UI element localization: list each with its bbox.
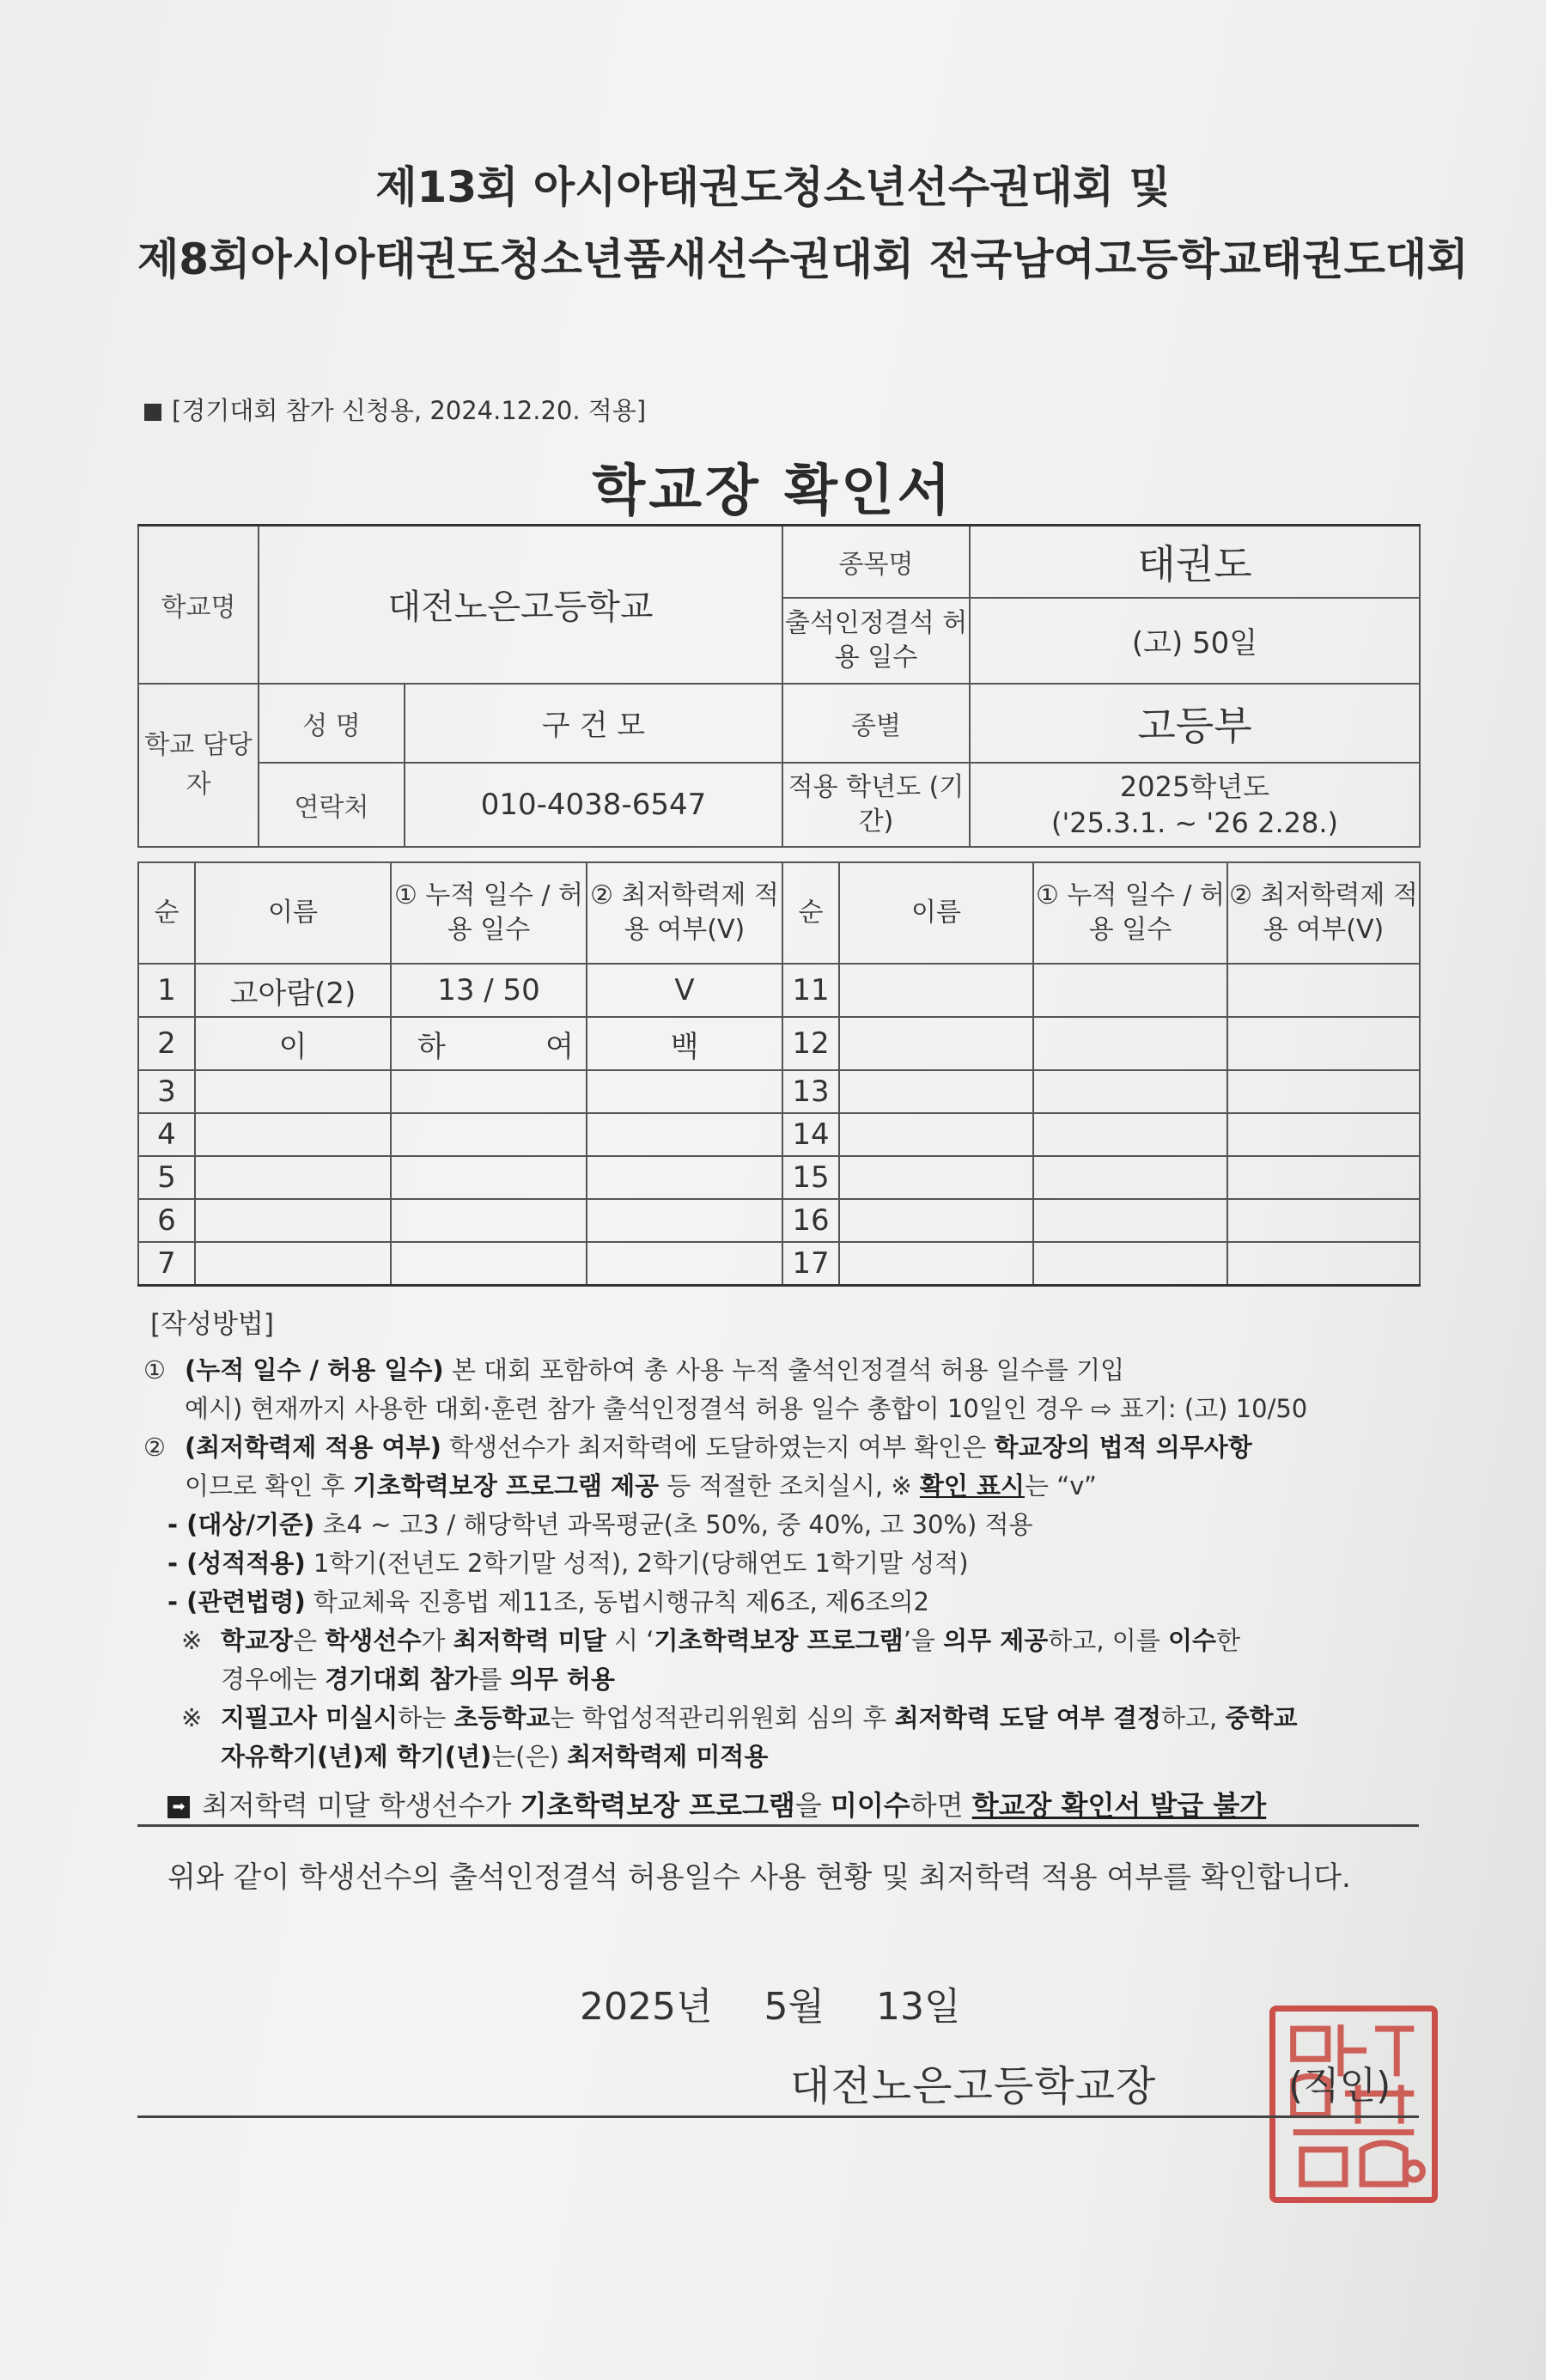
row-min-2 [1227, 1113, 1420, 1156]
date-day: 13일 [875, 1985, 961, 2029]
row-name: 이 [195, 1017, 391, 1070]
row-min: V [587, 964, 782, 1017]
note-2-line2-c: 최저학력제 미적용 [567, 1742, 769, 1771]
item-2-text-e: 등 적절한 조치실시, ※ [659, 1471, 920, 1500]
confirmation-statement: 위와 같이 학생선수의 출석인정결석 허용일수 사용 현황 및 최저학력 적용 여부를 확인합니다. [167, 1860, 1351, 1895]
row-min-2 [1227, 964, 1420, 1017]
year-period: ('25.3.1. ~ '26 2.28.) [1051, 806, 1338, 839]
name-value: 구 건 모 [405, 684, 782, 763]
table-row [138, 1156, 1420, 1199]
row-days-2 [1033, 1156, 1227, 1199]
criteria-label: - (대상/기준) [167, 1510, 315, 1539]
row-days-part-1: 하 [417, 1029, 446, 1064]
category-value: 고등부 [970, 684, 1420, 763]
item-2-title: (최저학력제 적용 여부) [185, 1433, 441, 1462]
row-seq-2: 11 [782, 964, 839, 1017]
form-note-text: [경기대회 참가 신청용, 2024.12.20. 적용] [172, 396, 647, 425]
table-row [138, 1199, 1420, 1242]
note-1-c: 학생선수 [325, 1626, 422, 1655]
item-2-text-g: 는 “v” [1025, 1471, 1097, 1500]
instructions-heading: [작성방법] [150, 1309, 274, 1340]
date-month: 5월 [764, 1985, 825, 2029]
row-days-2 [1033, 1017, 1227, 1070]
note-2-g: 하고, [1161, 1703, 1226, 1732]
row-seq: 4 [138, 1113, 195, 1156]
row-name: 고아람(2) [195, 964, 391, 1017]
item-2-bold-b: 학교장의 법적 의무사항 [994, 1433, 1252, 1462]
table-row [138, 1113, 1420, 1156]
manager-label: 학교 담당자 [138, 684, 259, 847]
header-seq: 순 [138, 862, 195, 964]
final-warning [150, 1787, 1430, 1825]
note-2 [150, 1699, 1430, 1776]
final-f: 하면 [910, 1789, 972, 1822]
grades-text: 1학기(전년도 2학기말 성적), 2학기(당해연도 1학기말 성적) [305, 1549, 969, 1578]
final-b: 가 [484, 1789, 520, 1822]
law-text: 학교체육 진흥법 제11조, 동법시행규칙 제6조, 제6조의2 [305, 1587, 929, 1616]
table-row [138, 1070, 1420, 1113]
student-roster-table [137, 861, 1421, 1287]
event-value: 태권도 [970, 526, 1420, 598]
table-row [138, 1242, 1420, 1285]
final-c: 기초학력보장 프로그램 [520, 1789, 795, 1822]
row-days-2 [1033, 1242, 1227, 1285]
row-min [587, 1113, 782, 1156]
divider-top [137, 1824, 1419, 1827]
row-name [195, 1070, 391, 1113]
note-1-h: ’을 [903, 1626, 944, 1655]
row-seq: 6 [138, 1199, 195, 1242]
row-seq-2: 13 [782, 1070, 839, 1113]
item-2-number: ② [143, 1433, 166, 1462]
note-1-d: 가 [421, 1626, 453, 1655]
header-seq-2: 순 [782, 862, 839, 964]
row-days [391, 1156, 587, 1199]
issue-date [580, 1975, 1012, 2030]
row-seq: 5 [138, 1156, 195, 1199]
writing-instructions [143, 1306, 1430, 1825]
note-1-line2-b: 경기대회 참가 [325, 1665, 478, 1694]
header-name: 이름 [195, 862, 391, 964]
row-seq: 7 [138, 1242, 195, 1285]
note-1-l: 한 [1216, 1626, 1241, 1655]
item-1-title: (누적 일수 / 허용 일수) [185, 1355, 444, 1385]
law-label: - (관련법령) [167, 1587, 306, 1616]
row-seq-2: 15 [782, 1156, 839, 1199]
arrow-box-icon: ➡ [167, 1796, 190, 1818]
row-seq-2: 12 [782, 1017, 839, 1070]
title-line-1: 제13회 아시아태권도청소년선수권대회 및 [375, 162, 1171, 212]
row-seq-2: 14 [782, 1113, 839, 1156]
row-name [195, 1156, 391, 1199]
year-label: 적용 학년도 (기간) [782, 763, 970, 847]
row-min-2 [1227, 1017, 1420, 1070]
row-days [391, 1017, 587, 1070]
row-name [195, 1113, 391, 1156]
date-year: 2025년 [580, 1985, 713, 2029]
table-row [138, 964, 1420, 1017]
note-1-i: 의무 제공 [943, 1626, 1049, 1655]
note-1-line2-c: 를 [478, 1665, 510, 1694]
row-days-2 [1033, 1199, 1227, 1242]
row-min-2 [1227, 1156, 1420, 1199]
note-2-line2-a: 자유학기(년)제 학기(년) [221, 1742, 492, 1771]
row-min: 백 [587, 1017, 782, 1070]
document-title: 학교장 확인서 [592, 460, 954, 523]
row-min [587, 1199, 782, 1242]
grades-label: - (성적적용) [167, 1549, 306, 1578]
law-line [150, 1583, 1430, 1622]
row-min [587, 1156, 782, 1199]
note-2-a: 지필고사 미실시 [221, 1703, 399, 1732]
row-name-2 [839, 1070, 1033, 1113]
header-min-2: ② 최저학력제 적용 여부(V) [1227, 862, 1420, 964]
row-seq-2: 16 [782, 1199, 839, 1242]
principal-name: 대전노은고등학교장 [790, 2062, 1157, 2110]
note-2-f: 최저학력 도달 여부 결정 [894, 1703, 1162, 1732]
note-2-b: 하는 [398, 1703, 454, 1732]
note-1-e: 최저학력 미달 [453, 1626, 606, 1655]
header-min: ② 최저학력제 적용 여부(V) [587, 862, 782, 964]
table-row [138, 1017, 1420, 1070]
criteria-line [150, 1506, 1430, 1544]
row-min-2 [1227, 1199, 1420, 1242]
title-line-2: 제8회아시아태권도청소년품새선수권대회 전국남여고등학교태권도대회 [137, 234, 1469, 284]
row-days-2 [1033, 964, 1227, 1017]
item-2-text-a: 학생선수가 최저학력에 도달하였는지 여부 확인은 [441, 1433, 995, 1462]
row-days [391, 1242, 587, 1285]
school-name: 대전노은고등학교 [259, 526, 782, 684]
absence-label: 출석인정결석 허용 일수 [782, 598, 970, 684]
note-1-mark: ※ [181, 1626, 203, 1655]
year-cell [970, 763, 1420, 847]
row-days [391, 1070, 587, 1113]
note-1-k: 이수 [1168, 1626, 1217, 1655]
category-label: 종별 [782, 684, 970, 763]
row-name-2 [839, 1156, 1033, 1199]
note-1-a: 학교장 [221, 1626, 294, 1655]
name-label: 성 명 [259, 684, 405, 763]
header-name-2: 이름 [839, 862, 1033, 964]
row-min [587, 1070, 782, 1113]
note-2-h: 중학교 [1225, 1703, 1298, 1732]
row-name [195, 1242, 391, 1285]
row-days [391, 1199, 587, 1242]
header-days-2: ① 누적 일수 / 허용 일수 [1033, 862, 1227, 964]
row-name [195, 1199, 391, 1242]
school-info-table [137, 524, 1421, 848]
contact-value: 010-4038-6547 [405, 763, 782, 847]
note-1-g: 기초학력보장 프로그램 [654, 1626, 904, 1655]
row-seq: 3 [138, 1070, 195, 1113]
row-days-2 [1033, 1113, 1227, 1156]
item-1-text: 본 대회 포함하여 총 사용 누적 출석인정결석 허용 일수를 기입 [443, 1355, 1125, 1385]
absence-value: (고) 50일 [970, 598, 1420, 684]
note-1 [150, 1622, 1430, 1699]
note-2-c: 초등학교 [453, 1703, 551, 1732]
note-1-f: 시 ‘ [606, 1626, 654, 1655]
row-name-2 [839, 1199, 1033, 1242]
row-days [391, 1113, 587, 1156]
grades-line [150, 1544, 1430, 1583]
row-name-2 [839, 1113, 1033, 1156]
final-a: 최저학력 미달 학생선수 [202, 1789, 485, 1822]
row-seq: 1 [138, 964, 195, 1017]
row-seq: 2 [138, 1017, 195, 1070]
row-name-2 [839, 964, 1033, 1017]
item-2-bold-f: 확인 표시 [919, 1471, 1026, 1500]
note-2-mark: ※ [181, 1703, 203, 1732]
form-note [144, 392, 646, 427]
final-d: 을 [794, 1789, 831, 1822]
note-2-d: 는 [550, 1703, 582, 1732]
item-1-number: ① [143, 1355, 166, 1385]
item-1-example: 예시) 현재까지 사용한 대회·훈련 참가 출석인정결석 허용 일수 총합이 10일인 경우 ⇨ 표기: (고) 10/50 [185, 1394, 1308, 1423]
contact-label: 연락처 [259, 763, 405, 847]
row-min [587, 1242, 782, 1285]
school-label: 학교명 [138, 526, 259, 684]
row-days: 13 / 50 [391, 964, 587, 1017]
note-1-b: 은 [293, 1626, 326, 1655]
row-name-2 [839, 1242, 1033, 1285]
year-value: 2025학년도 [1119, 770, 1270, 803]
note-1-line2-a: 경우에는 [221, 1665, 326, 1694]
row-days-part-2: 여 [545, 1029, 574, 1064]
note-2-e: 학업성적관리위원회 심의 후 [581, 1703, 895, 1732]
instruction-item-2 [143, 1428, 1430, 1506]
item-2-text-c: 이므로 확인 후 [185, 1471, 353, 1500]
final-g: 학교장 확인서 발급 불가 [971, 1789, 1267, 1822]
instruction-item-1 [143, 1351, 1430, 1428]
square-bullet-icon [144, 404, 161, 421]
note-1-line2-d: 의무 허용 [509, 1665, 615, 1694]
note-2-line2-b: 는(은) [491, 1742, 568, 1771]
seal-label: (직인) [1288, 2064, 1391, 2108]
row-min-2 [1227, 1242, 1420, 1285]
row-min-2 [1227, 1070, 1420, 1113]
event-label: 종목명 [782, 526, 970, 598]
row-days-2 [1033, 1070, 1227, 1113]
final-e: 미이수 [830, 1789, 910, 1822]
row-name-2 [839, 1017, 1033, 1070]
note-1-j: 하고, 이를 [1048, 1626, 1169, 1655]
item-2-bold-d: 기초학력보장 프로그램 제공 [352, 1471, 660, 1500]
row-seq-2: 17 [782, 1242, 839, 1285]
header-days: ① 누적 일수 / 허용 일수 [391, 862, 587, 964]
divider-bottom [137, 2115, 1419, 2118]
criteria-text: 초4 ~ 고3 / 해당학년 과목평균(초 50%, 중 40%, 고 30%) 적용 [314, 1510, 1033, 1539]
